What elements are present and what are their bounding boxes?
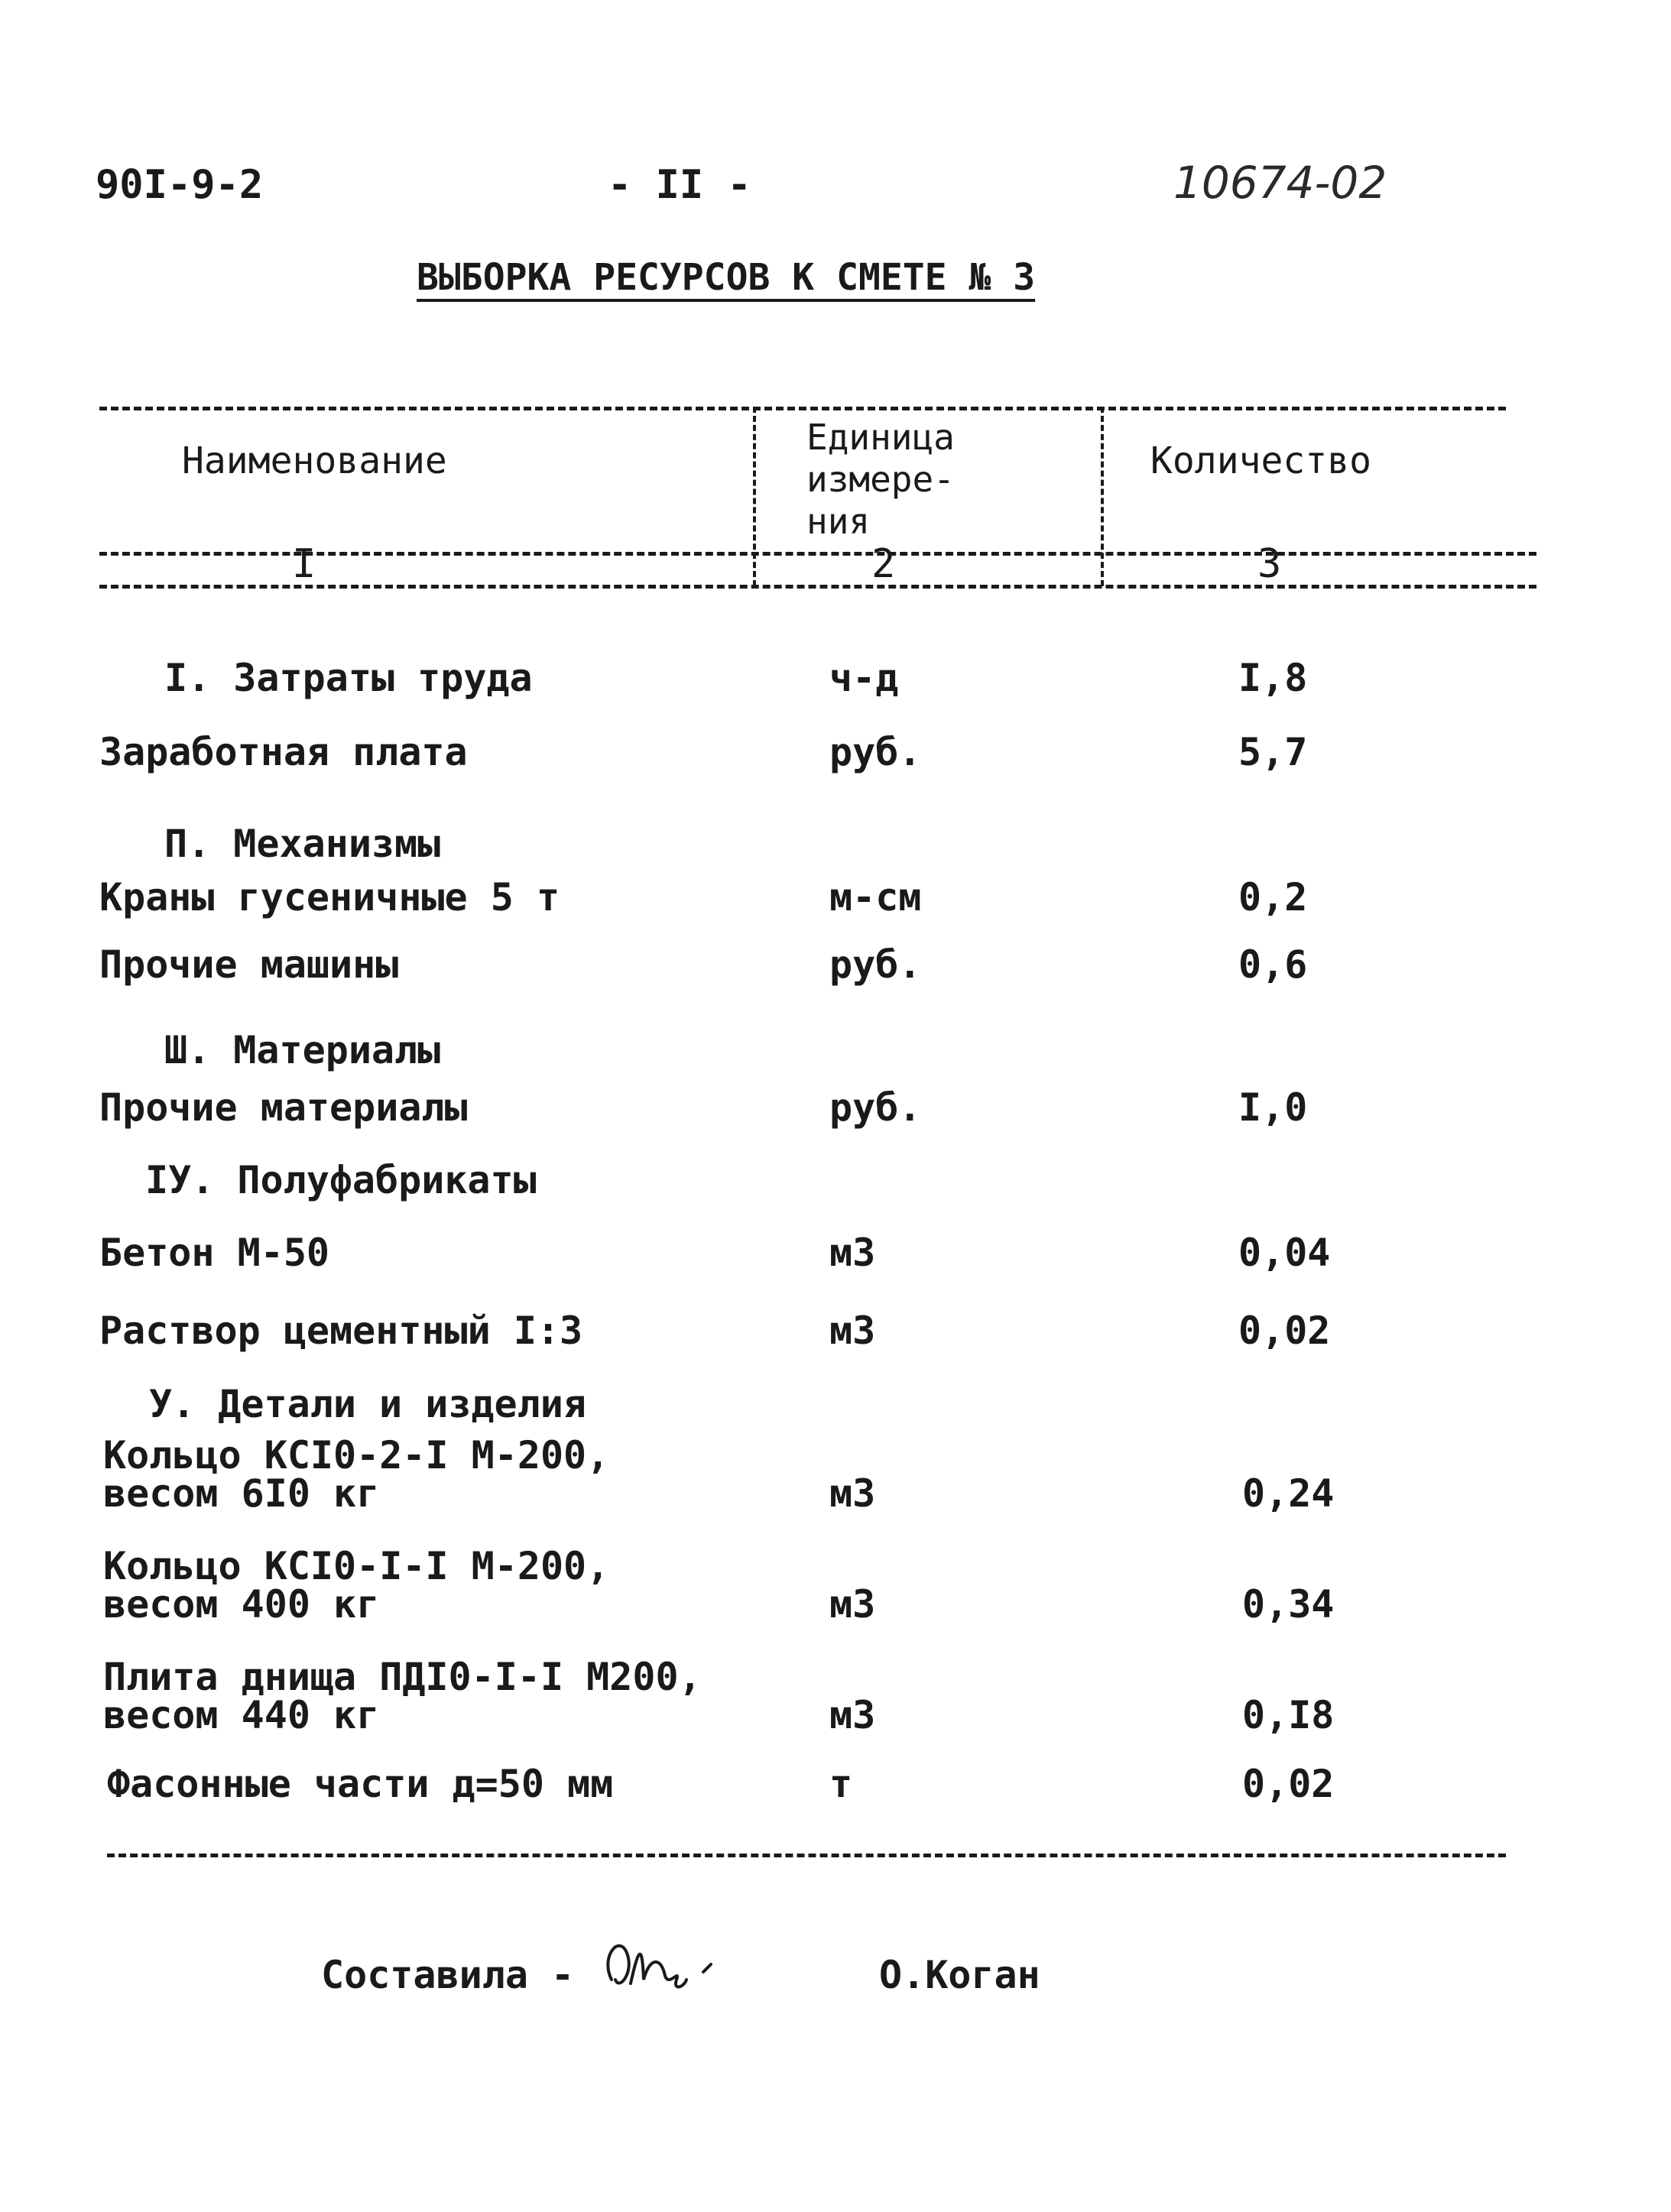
column-number-2: 2: [871, 541, 896, 587]
page-title: ВЫБОРКА РЕСУРСОВ К СМЕТЕ № 3: [417, 256, 1036, 299]
row-qty: I,0: [1238, 1085, 1308, 1130]
section-heading: П. Механизмы: [164, 822, 441, 866]
table-top-rule: [99, 407, 1506, 410]
column-divider-2: [1101, 407, 1104, 586]
row-unit: руб.: [829, 1085, 922, 1130]
row-qty: 0,02: [1238, 1309, 1331, 1353]
column-divider-1: [753, 407, 756, 586]
row-name: Фасонные части д=50 мм: [107, 1762, 614, 1806]
row-unit: руб.: [829, 730, 922, 774]
row-qty: 0,6: [1238, 942, 1308, 987]
row-unit: м-см: [829, 875, 922, 920]
row-unit: м3: [829, 1693, 876, 1737]
row-unit: м3: [829, 1471, 876, 1516]
table-bottom-rule: [107, 1854, 1506, 1857]
document-code: 90I-9-2: [96, 162, 264, 208]
row-name: I. Затраты труда: [164, 656, 533, 700]
row-name: Заработная плата: [99, 730, 468, 774]
section-heading: IУ. Полуфабрикаты: [145, 1158, 537, 1202]
document-number: 10674-02: [1173, 157, 1387, 209]
row-qty: 0,I8: [1242, 1693, 1335, 1737]
row-qty: I,8: [1238, 656, 1308, 700]
row-name: Прочие материалы: [99, 1085, 468, 1130]
signature-label: Составила -: [321, 1953, 575, 1997]
row-unit: м3: [829, 1309, 876, 1353]
page-number: - II -: [608, 162, 751, 208]
row-unit: ч-д: [829, 656, 899, 700]
row-name: Плита днища ПДI0-I-I М200,: [103, 1655, 702, 1699]
row-unit: руб.: [829, 942, 922, 987]
section-heading: У. Детали и изделия: [149, 1382, 586, 1426]
row-unit: т: [829, 1762, 853, 1806]
row-qty: 0,04: [1238, 1231, 1331, 1275]
row-name-line2: весом 440 кг: [103, 1693, 380, 1737]
handwritten-signature: [596, 1926, 734, 2010]
section-heading: Ш. Материалы: [164, 1028, 441, 1072]
row-qty: 0,02: [1242, 1762, 1335, 1806]
row-name: Раствор цементный I:3: [99, 1309, 583, 1353]
row-name: Кольцо КСI0-I-I М-200,: [103, 1544, 610, 1588]
column-header-name: Наименование: [182, 439, 447, 482]
signatory-name: О.Коган: [879, 1953, 1040, 1997]
row-name-line2: весом 6I0 кг: [103, 1471, 380, 1516]
column-header-qty: Количество: [1150, 439, 1371, 482]
row-name: Бетон М-50: [99, 1231, 330, 1275]
row-name: Прочие машины: [99, 942, 399, 987]
row-name: Кольцо КСI0-2-I М-200,: [103, 1433, 610, 1477]
row-unit: м3: [829, 1231, 876, 1275]
row-qty: 0,24: [1242, 1471, 1335, 1516]
column-header-unit: Единица измере- ния: [806, 417, 955, 543]
row-qty: 0,2: [1238, 875, 1308, 920]
row-qty: 0,34: [1242, 1582, 1335, 1627]
row-qty: 5,7: [1238, 730, 1308, 774]
column-number-3: 3: [1257, 541, 1282, 587]
row-name-line2: весом 400 кг: [103, 1582, 380, 1627]
row-unit: м3: [829, 1582, 876, 1627]
column-number-1: I: [292, 541, 316, 587]
row-name: Краны гусеничные 5 т: [99, 875, 560, 920]
